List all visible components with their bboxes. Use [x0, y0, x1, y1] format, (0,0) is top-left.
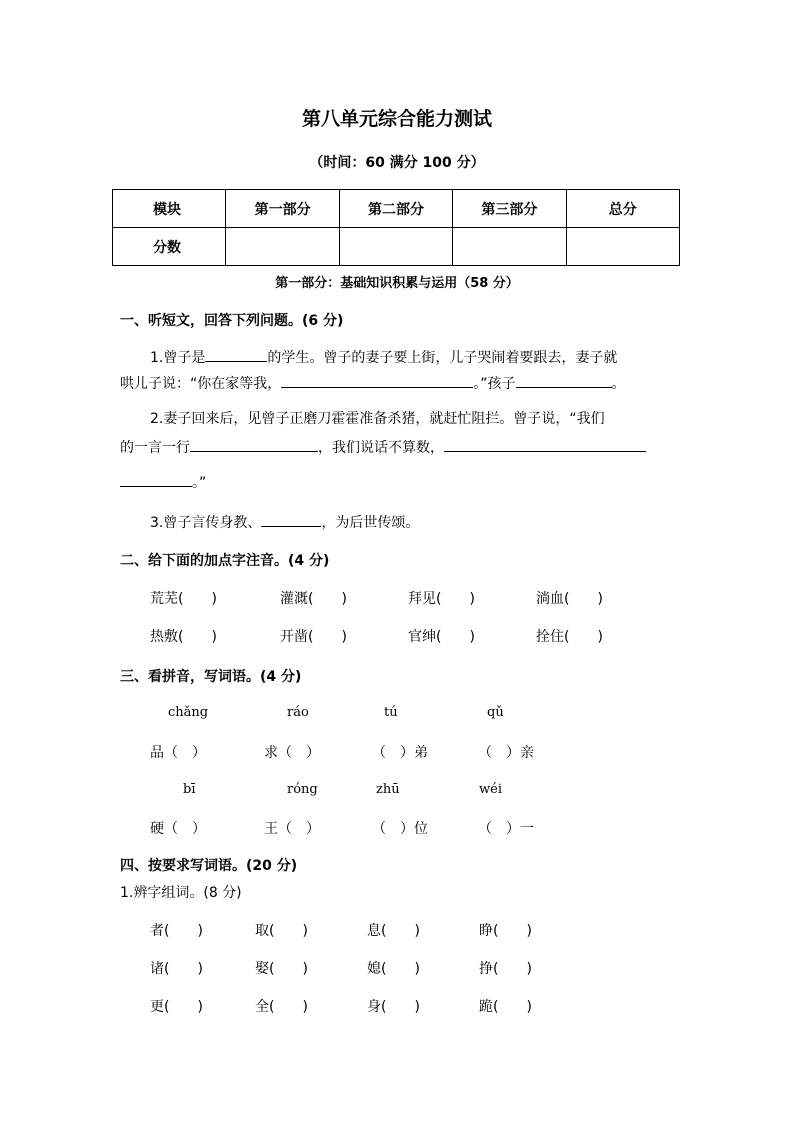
q4-item: [479, 958, 532, 978]
q4-char: 更: [150, 999, 164, 1015]
q2-item: [408, 588, 475, 608]
score-table: [112, 189, 680, 266]
q1-text: 的学生。曾子的妻子要上街，儿子哭闹着要跟去，妻子就: [267, 350, 618, 366]
q4-char: 娶: [255, 961, 269, 977]
q2-word: 官绅: [408, 629, 436, 645]
q1-text: 。”孩子: [473, 376, 516, 392]
pinyin-label: wéi: [479, 782, 502, 797]
answer-blank[interactable]: [516, 373, 612, 388]
answer-blank[interactable]: [261, 512, 321, 527]
q2-item: [150, 626, 217, 646]
score-cell[interactable]: [453, 228, 566, 266]
q1-text: 2.妻子回来后，见曾子正磨刀霍霍准备杀猪，就赶忙阻拦。曾子说，“我们: [150, 411, 605, 427]
q2-item: [536, 588, 603, 608]
q4-char: 身: [367, 999, 381, 1015]
score-table-header-cell: 第三部分: [453, 190, 566, 228]
answer-paren[interactable]: ( ): [164, 961, 203, 977]
q2-item: [408, 626, 475, 646]
q2-word: 拜见: [408, 591, 436, 607]
q4-char: 媳: [367, 961, 381, 977]
answer-blank[interactable]: [190, 437, 318, 452]
q4-char: 息: [367, 923, 381, 939]
answer-paren[interactable]: ( ): [493, 999, 532, 1015]
part1-heading: 第一部分：基础知识积累与运用（58 分）: [275, 276, 519, 291]
answer-paren[interactable]: ( ): [178, 591, 217, 607]
answer-paren[interactable]: ( ): [269, 961, 308, 977]
q4-item: [255, 996, 308, 1016]
q1-para1-line1: [150, 347, 710, 368]
answer-paren[interactable]: ( ): [436, 591, 475, 607]
q4-char: 者: [150, 923, 164, 939]
q4-item: [367, 958, 420, 978]
score-row-label: 分数: [113, 228, 226, 266]
answer-paren[interactable]: ( ): [269, 923, 308, 939]
q2-word: 开凿: [280, 629, 308, 645]
q4-item: [367, 920, 420, 940]
answer-paren[interactable]: ( ): [381, 999, 420, 1015]
pinyin-label: qǔ: [487, 705, 504, 720]
answer-paren[interactable]: ( ): [493, 961, 532, 977]
q4-item: [150, 920, 203, 940]
answer-paren[interactable]: ( ): [269, 999, 308, 1015]
q2-word: 热敷: [150, 629, 178, 645]
pinyin-label: ráo: [287, 705, 309, 720]
score-table-header-cell: 模块: [113, 190, 226, 228]
q1-text: 1.曾子是: [150, 350, 206, 366]
pinyin-label: chǎng: [168, 705, 209, 720]
q3-word[interactable]: 王（ ）: [264, 821, 320, 837]
answer-paren[interactable]: ( ): [493, 923, 532, 939]
answer-blank[interactable]: [205, 347, 267, 362]
q1-text: 的一言一行: [120, 440, 190, 456]
q3-word[interactable]: 求（ ）: [264, 745, 320, 761]
score-table-header-cell: 第二部分: [339, 190, 452, 228]
q1-para2-line2: [120, 437, 680, 458]
q4-char: 跪: [479, 999, 493, 1015]
answer-paren[interactable]: ( ): [564, 591, 603, 607]
q2-heading: 二、给下面的加点字注音。(4 分): [120, 553, 330, 569]
q1-text: 3.曾子言传身教、: [150, 515, 262, 531]
q4-char: 睁: [479, 923, 493, 939]
q4-char: 诸: [150, 961, 164, 977]
q4-item: [150, 996, 203, 1016]
q2-item: [280, 588, 347, 608]
q1-text: 。”: [192, 475, 207, 491]
pinyin-label: róng: [287, 782, 318, 797]
pinyin-label: bī: [183, 782, 196, 797]
page-title: 第八单元综合能力测试: [301, 108, 492, 130]
q2-word: 荒芜: [150, 591, 178, 607]
answer-blank[interactable]: [444, 437, 646, 452]
q3-word[interactable]: （ ）亲: [478, 745, 534, 761]
q1-text: ，我们说话不算数，: [318, 440, 444, 456]
score-cell[interactable]: [339, 228, 452, 266]
answer-paren[interactable]: ( ): [308, 591, 347, 607]
q2-word: 拴住: [536, 629, 564, 645]
q3-word[interactable]: （ ）弟: [372, 745, 428, 761]
answer-paren[interactable]: ( ): [381, 923, 420, 939]
answer-blank[interactable]: [120, 472, 192, 487]
score-table-score-row: [113, 228, 680, 266]
q1-text: ，为后世传颂。: [321, 515, 420, 531]
answer-blank[interactable]: [281, 373, 473, 388]
q3-word[interactable]: （ ）一: [478, 821, 534, 837]
q4-char: 全: [255, 999, 269, 1015]
q1-para3: [150, 512, 710, 533]
q4-subheading: 1.辨字组词。(8 分): [120, 885, 242, 901]
q3-word[interactable]: 品（ ）: [150, 745, 206, 761]
pinyin-label: tú: [384, 705, 398, 720]
q4-item: [479, 920, 532, 940]
answer-paren[interactable]: ( ): [308, 629, 347, 645]
q2-word: 灌溉: [280, 591, 308, 607]
q4-item: [255, 958, 308, 978]
q1-text: 哄儿子说：“你在家等我，: [120, 376, 282, 392]
q4-item: [367, 996, 420, 1016]
q3-word[interactable]: 硬（ ）: [150, 821, 206, 837]
score-cell[interactable]: [566, 228, 679, 266]
q1-para2-line1: [150, 409, 710, 429]
q3-heading: 三、看拼音，写词语。(4 分): [120, 669, 302, 685]
q4-char: 取: [255, 923, 269, 939]
q4-item: [150, 958, 203, 978]
q2-word: 淌血: [536, 591, 564, 607]
q2-item: [150, 588, 217, 608]
answer-paren[interactable]: ( ): [178, 629, 217, 645]
q4-item: [479, 996, 532, 1016]
score-table-header-row: [113, 190, 680, 228]
q3-word[interactable]: （ ）位: [372, 821, 428, 837]
q1-para1-line2: [120, 373, 680, 394]
q4-item: [255, 920, 308, 940]
page-subtitle: （时间：60 满分 100 分）: [309, 155, 485, 171]
score-cell[interactable]: [226, 228, 339, 266]
pinyin-label: zhū: [376, 782, 400, 797]
answer-paren[interactable]: ( ): [164, 923, 203, 939]
score-table-header-cell: 总分: [566, 190, 679, 228]
answer-paren[interactable]: ( ): [564, 629, 603, 645]
q2-item: [280, 626, 347, 646]
answer-paren[interactable]: ( ): [436, 629, 475, 645]
q4-char: 挣: [479, 961, 493, 977]
q2-item: [536, 626, 603, 646]
q1-text: 。: [611, 376, 626, 392]
q1-para2-line3: [120, 472, 680, 493]
answer-paren[interactable]: ( ): [381, 961, 420, 977]
score-table-header-cell: 第一部分: [226, 190, 339, 228]
answer-paren[interactable]: ( ): [164, 999, 203, 1015]
q4-heading: 四、按要求写词语。(20 分): [120, 858, 298, 874]
q1-heading: 一、听短文，回答下列问题。(6 分): [120, 313, 344, 329]
